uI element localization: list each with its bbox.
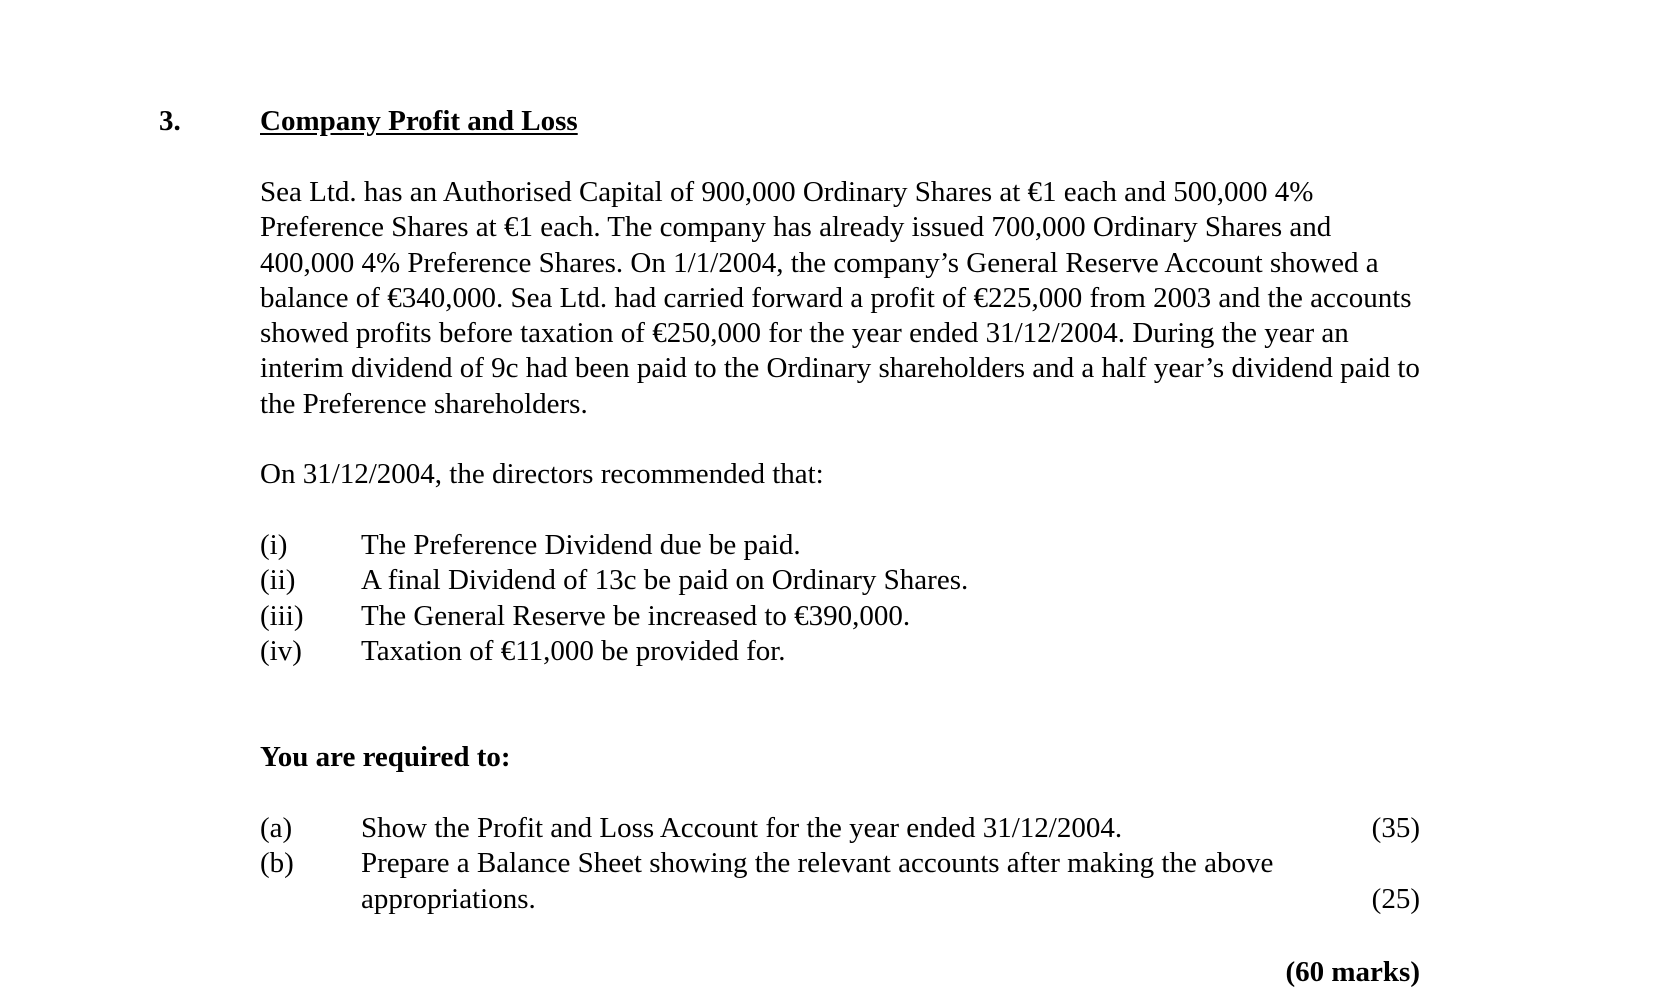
intro-line: the Preference shareholders. <box>260 387 588 420</box>
intro-line: showed profits before taxation of €250,000 for the year ended 31/12/2004. During the year an <box>260 317 1349 350</box>
requirement-text-continuation: appropriations. <box>361 882 536 915</box>
recommendation-text: A final Dividend of 13c be paid on Ordinary Shares. <box>361 564 969 597</box>
requirement-list <box>260 811 1420 917</box>
recommendation-label: (iii) <box>260 599 304 632</box>
requirement-marks: (35) <box>1371 812 1420 844</box>
recommendation-item <box>260 528 1420 563</box>
recommendation-label: (i) <box>260 529 288 561</box>
requirement-text: Show the Profit and Loss Account for the year ended 31/12/2004. <box>361 812 1123 844</box>
total-marks: (60 marks) <box>1285 956 1420 988</box>
recommendation-item <box>260 634 1420 669</box>
requirement-label: (b) <box>260 847 294 880</box>
intro-line: Preference Shares at €1 each. The company has already issued 700,000 Ordinary Shares and <box>260 211 1332 244</box>
recommendation-text: The General Reserve be increased to €390,000. <box>361 599 911 632</box>
question-intro <box>260 175 1620 422</box>
recommendation-item <box>260 563 1420 598</box>
recommendation-label: (iv) <box>260 634 302 667</box>
question-number: 3. <box>159 105 181 137</box>
requirement-marks: (25) <box>1371 882 1420 915</box>
requirement-label: (a) <box>260 812 293 844</box>
recommendation-text: Taxation of €11,000 be provided for. <box>361 634 786 667</box>
intro-line: interim dividend of 9c had been paid to the Ordinary shareholders and a half year’s dividend paid to <box>260 352 1420 385</box>
intro-line: 400,000 4% Preference Shares. On 1/1/2004, the company’s General Reserve Account showed a <box>260 246 1379 279</box>
requirement-item-continuation <box>260 882 1420 917</box>
recommendation-label: (ii) <box>260 564 296 597</box>
recommendation-lead: On 31/12/2004, the directors recommended that: <box>260 458 824 490</box>
requirement-item <box>260 811 1420 846</box>
intro-line: Sea Ltd. has an Authorised Capital of 900,000 Ordinary Shares at €1 each and 500,000 4% <box>260 176 1314 208</box>
question-title: Company Profit and Loss <box>260 105 578 137</box>
intro-line: balance of €340,000. Sea Ltd. had carried forward a profit of €225,000 from 2003 and the accounts <box>260 281 1412 314</box>
requirement-item <box>260 846 1420 881</box>
requirement-text: Prepare a Balance Sheet showing the relevant accounts after making the above <box>361 847 1274 880</box>
recommendation-item <box>260 599 1420 634</box>
required-heading: You are required to: <box>260 741 511 773</box>
recommendation-text: The Preference Dividend due be paid. <box>361 529 801 561</box>
recommendation-list <box>260 528 1420 669</box>
